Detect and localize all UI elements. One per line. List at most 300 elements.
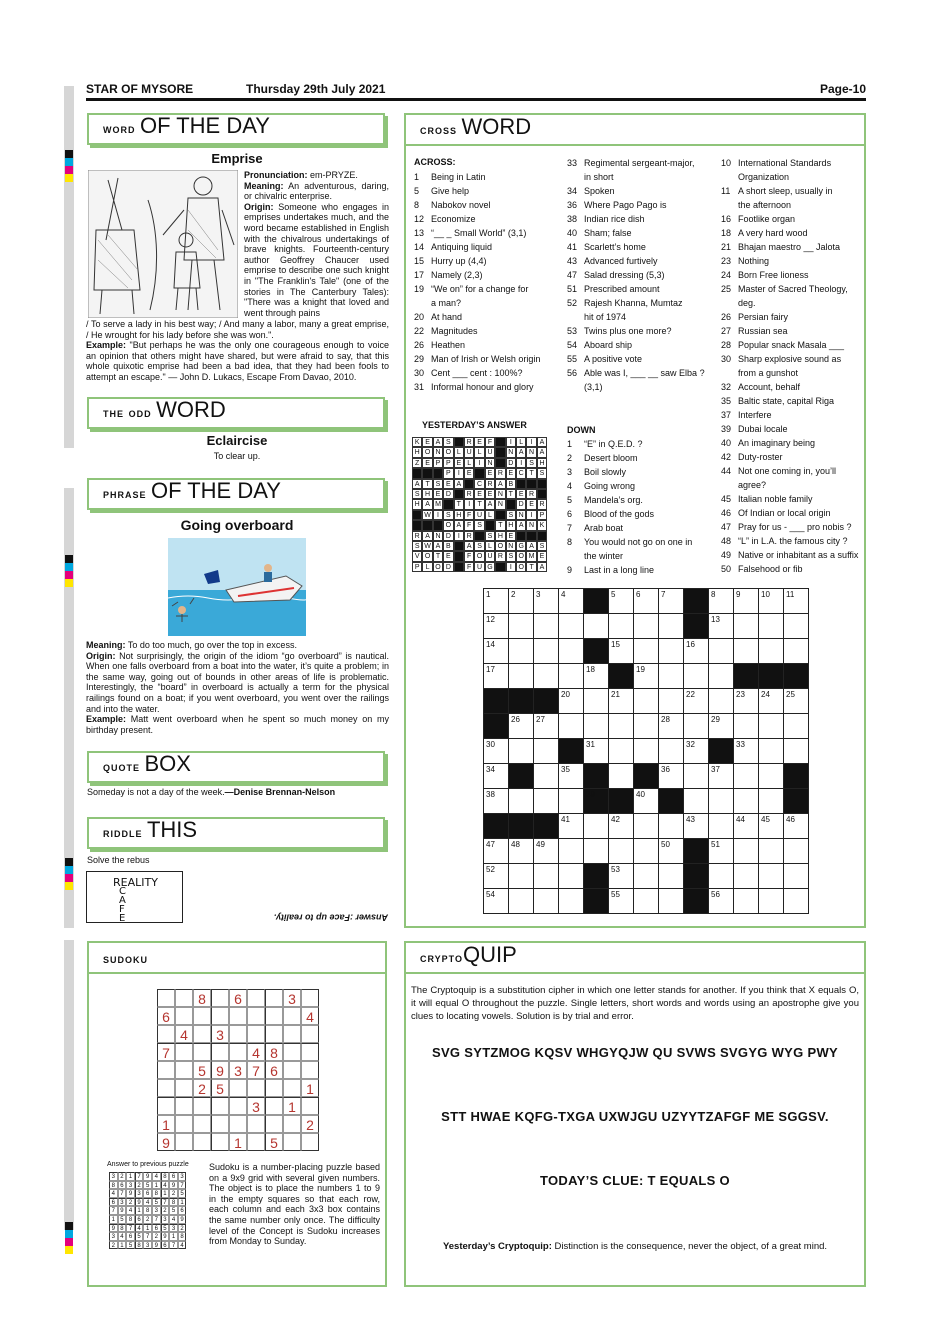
grid-cell[interactable]	[583, 613, 609, 639]
grid-cell[interactable]	[533, 763, 559, 789]
grid-cell[interactable]	[558, 838, 584, 864]
answer-cell: H	[506, 520, 516, 530]
sudoku-cell[interactable]	[211, 1007, 229, 1025]
grid-cell[interactable]	[533, 588, 559, 614]
grid-cell[interactable]	[658, 863, 684, 889]
answer-cell: I	[454, 468, 464, 478]
sudoku-cell[interactable]	[193, 1115, 211, 1133]
grid-cell[interactable]	[508, 713, 534, 739]
sudoku-cell: 1	[126, 1172, 135, 1181]
down-clue: 5 Mandela’s org.	[567, 495, 643, 505]
grid-cell[interactable]	[633, 638, 659, 664]
grid-cell[interactable]	[508, 613, 534, 639]
sudoku-cell: 9	[161, 1232, 170, 1241]
grid-cell[interactable]	[608, 738, 634, 764]
sudoku-cell[interactable]	[265, 1097, 283, 1115]
grid-cell[interactable]	[558, 613, 584, 639]
grid-cell[interactable]	[508, 838, 534, 864]
grid-cell[interactable]	[758, 638, 784, 664]
sudoku-cell[interactable]	[175, 1133, 193, 1151]
grid-cell[interactable]	[658, 738, 684, 764]
color-swatches	[65, 150, 73, 182]
grid-cell[interactable]	[533, 788, 559, 814]
grid-cell[interactable]	[683, 788, 709, 814]
grid-cell[interactable]	[683, 688, 709, 714]
answer-cell: M	[433, 499, 443, 509]
sudoku-cell[interactable]	[301, 1061, 319, 1079]
grid-cell[interactable]	[783, 838, 809, 864]
quote-heading: quote BOX	[87, 751, 385, 783]
sudoku-grid	[157, 989, 319, 1151]
answer-cell: L	[422, 562, 432, 572]
grid-cell[interactable]	[483, 588, 509, 614]
sudoku-cell[interactable]	[211, 1133, 229, 1151]
answer-cell: S	[506, 510, 516, 520]
grid-cell[interactable]	[633, 738, 659, 764]
answer-cell: T	[433, 551, 443, 561]
grid-cell[interactable]	[508, 788, 534, 814]
cell-number: 48	[511, 840, 520, 849]
grid-cell[interactable]	[558, 688, 584, 714]
across-clue: 56 Able was I, ___ __ saw Elba ?	[567, 368, 705, 378]
sudoku-cell[interactable]	[301, 1025, 319, 1043]
sudoku-cell[interactable]	[211, 1097, 229, 1115]
sudoku-cell[interactable]	[229, 1025, 247, 1043]
grid-cell[interactable]	[683, 738, 709, 764]
grid-cell[interactable]	[658, 663, 684, 689]
grid-cell[interactable]	[758, 788, 784, 814]
grid-cell[interactable]	[683, 813, 709, 839]
grid-cell[interactable]	[683, 638, 709, 664]
down-clue: the winter	[584, 551, 624, 561]
grid-cell[interactable]	[608, 763, 634, 789]
odd-word: Eclaircise	[206, 433, 268, 448]
sudoku-cell[interactable]	[247, 989, 265, 1007]
grid-cell[interactable]	[733, 838, 759, 864]
sudoku-cell[interactable]	[229, 1043, 247, 1061]
grid-cell[interactable]	[733, 588, 759, 614]
down-clue: 11 A short sleep, usually in	[721, 186, 833, 196]
sudoku-cell[interactable]	[175, 989, 193, 1007]
cryptoquip-line-2: STT HWAE KQFG-TXGA UXWJGU UZYYTZAFGF ME SGGSV.	[441, 1109, 829, 1124]
grid-cell[interactable]	[558, 663, 584, 689]
sudoku-cell[interactable]	[229, 1079, 247, 1097]
crossword-grid	[483, 588, 808, 913]
grid-cell[interactable]	[758, 888, 784, 914]
grid-cell[interactable]	[608, 613, 634, 639]
grid-cell[interactable]	[533, 738, 559, 764]
grid-cell[interactable]	[758, 688, 784, 714]
grid-cell[interactable]	[758, 613, 784, 639]
down-clue: 23 Nothing	[721, 256, 770, 266]
answer-cell: C	[516, 468, 526, 478]
sudoku-cell[interactable]	[265, 1115, 283, 1133]
grid-cell[interactable]	[533, 613, 559, 639]
cell-number: 13	[711, 615, 720, 624]
cell-number: 22	[686, 690, 695, 699]
down-clue: agree?	[738, 480, 767, 490]
sudoku-cell[interactable]	[265, 989, 283, 1007]
sudoku-cell: 5	[126, 1241, 135, 1250]
sudoku-cell: 4	[161, 1181, 170, 1190]
grid-cell[interactable]	[708, 663, 734, 689]
grid-cell[interactable]	[583, 688, 609, 714]
down-clue: 27 Russian sea	[721, 326, 788, 336]
grid-cell[interactable]	[758, 838, 784, 864]
grid-cell[interactable]	[558, 713, 584, 739]
grid-cell[interactable]	[608, 713, 634, 739]
sudoku-cell[interactable]	[157, 1097, 175, 1115]
answer-cell: R	[537, 499, 547, 509]
answer-cell: I	[506, 437, 516, 447]
grid-cell[interactable]	[658, 613, 684, 639]
grid-cell[interactable]	[558, 763, 584, 789]
answer-cell	[454, 541, 464, 551]
sudoku-cell[interactable]	[301, 1133, 319, 1151]
grid-cell[interactable]	[708, 613, 734, 639]
grid-cell[interactable]	[508, 863, 534, 889]
grid-cell[interactable]	[733, 788, 759, 814]
grid-cell[interactable]	[633, 863, 659, 889]
grid-cell[interactable]	[683, 663, 709, 689]
sudoku-cell[interactable]	[157, 1025, 175, 1043]
grid-cell[interactable]	[533, 638, 559, 664]
phrase-heading: phrase OF THE DAY	[87, 478, 385, 510]
grid-block	[683, 888, 709, 914]
grid-cell[interactable]	[608, 888, 634, 914]
grid-cell[interactable]	[508, 638, 534, 664]
sudoku-cell: 2	[109, 1241, 118, 1250]
word-of-day-heading: word OF THE DAY	[87, 113, 385, 145]
sudoku-cell: 1	[135, 1206, 144, 1215]
grid-cell[interactable]	[583, 713, 609, 739]
sudoku-cell[interactable]	[229, 1115, 247, 1133]
answer-cell: A	[422, 531, 432, 541]
answer-cell: T	[422, 479, 432, 489]
grid-cell[interactable]	[708, 588, 734, 614]
grid-cell[interactable]	[483, 613, 509, 639]
answer-cell: G	[485, 562, 495, 572]
sudoku-cell[interactable]	[211, 1115, 229, 1133]
answer-cell: S	[412, 541, 422, 551]
down-clue: 35 Baltic state, capital Riga	[721, 396, 835, 406]
grid-block	[583, 788, 609, 814]
grid-cell[interactable]	[708, 813, 734, 839]
sudoku-cell[interactable]	[193, 1025, 211, 1043]
grid-cell[interactable]	[758, 863, 784, 889]
sudoku-cell[interactable]	[157, 1061, 175, 1079]
rebus-word: REALITY	[113, 876, 158, 889]
grid-cell[interactable]	[733, 688, 759, 714]
grid-cell[interactable]	[483, 888, 509, 914]
grid-cell[interactable]	[483, 738, 509, 764]
answer-cell	[464, 479, 474, 489]
grid-cell[interactable]	[483, 638, 509, 664]
grid-cell[interactable]	[583, 738, 609, 764]
grid-cell[interactable]	[608, 813, 634, 839]
grid-cell[interactable]	[708, 888, 734, 914]
grid-cell[interactable]	[633, 663, 659, 689]
sudoku-cell[interactable]	[157, 1079, 175, 1097]
grid-cell[interactable]	[733, 763, 759, 789]
sudoku-cell[interactable]	[211, 989, 229, 1007]
grid-cell[interactable]	[508, 888, 534, 914]
across-clue: 29 Man of Irish or Welsh origin	[414, 354, 541, 364]
grid-cell[interactable]	[483, 763, 509, 789]
grid-cell[interactable]	[633, 688, 659, 714]
grid-cell[interactable]	[758, 738, 784, 764]
grid-block	[733, 663, 759, 689]
sudoku-cell: 7	[157, 1043, 175, 1061]
down-clue: 1 “E” in Q.E.D. ?	[567, 439, 643, 449]
sudoku-cell[interactable]	[247, 1115, 265, 1133]
cell-number: 17	[486, 665, 495, 674]
grid-cell[interactable]	[633, 588, 659, 614]
grid-cell[interactable]	[758, 588, 784, 614]
grid-cell[interactable]	[608, 588, 634, 614]
grid-block	[658, 788, 684, 814]
answer-cell: N	[495, 499, 505, 509]
sudoku-cell[interactable]	[283, 1043, 301, 1061]
answer-cell: U	[485, 447, 495, 457]
sudoku-cell[interactable]	[283, 1133, 301, 1151]
sudoku-cell[interactable]	[229, 1097, 247, 1115]
grid-cell[interactable]	[558, 863, 584, 889]
sudoku-cell[interactable]	[265, 1079, 283, 1097]
grid-cell[interactable]	[758, 763, 784, 789]
down-clue: 49 Native or inhabitant as a suffix	[721, 550, 859, 560]
sudoku-cell: 6	[135, 1215, 144, 1224]
sudoku-cell[interactable]	[283, 1025, 301, 1043]
sudoku-cell[interactable]	[301, 989, 319, 1007]
grid-cell[interactable]	[483, 788, 509, 814]
grid-cell[interactable]	[658, 888, 684, 914]
sudoku-cell[interactable]	[301, 1043, 319, 1061]
grid-cell[interactable]	[708, 863, 734, 889]
grid-cell[interactable]	[633, 788, 659, 814]
sudoku-cell: 8	[193, 989, 211, 1007]
grid-cell[interactable]	[783, 713, 809, 739]
grid-cell[interactable]	[558, 813, 584, 839]
grid-cell[interactable]	[783, 613, 809, 639]
grid-cell[interactable]	[733, 738, 759, 764]
grid-cell[interactable]	[708, 763, 734, 789]
grid-cell[interactable]	[733, 888, 759, 914]
sudoku-cell[interactable]	[265, 1025, 283, 1043]
grid-block	[633, 763, 659, 789]
origin-text: Someone who engages in emprises undertakes much, and the word became established in English with the chivalrous undertakings of brave knights. Fourteenth-century author Geoffrey Chaucer used emprise to describe one such knight in "The Franklin's Tale" (one of the stories in The Canterbury Tales): "There was a knight that loved and went through pains	[244, 201, 389, 318]
sudoku-cell[interactable]	[193, 1043, 211, 1061]
across-clue: 19 “We on” for a change for	[414, 284, 529, 294]
sudoku-cell[interactable]	[265, 1007, 283, 1025]
grid-cell[interactable]	[708, 838, 734, 864]
sudoku-cell[interactable]	[211, 1043, 229, 1061]
answer-cell	[422, 468, 432, 478]
grid-cell[interactable]	[783, 588, 809, 614]
sudoku-cell[interactable]	[247, 1133, 265, 1151]
sudoku-cell: 2	[126, 1198, 135, 1207]
grid-cell[interactable]	[758, 713, 784, 739]
answer-cell	[454, 437, 464, 447]
answer-cell: A	[433, 437, 443, 447]
grid-cell[interactable]	[633, 888, 659, 914]
sudoku-cell: 8	[126, 1215, 135, 1224]
grid-block	[583, 888, 609, 914]
grid-cell[interactable]	[783, 813, 809, 839]
grid-cell[interactable]	[658, 838, 684, 864]
grid-cell[interactable]	[733, 813, 759, 839]
grid-cell[interactable]	[608, 638, 634, 664]
grid-cell[interactable]	[633, 713, 659, 739]
answer-cell: N	[506, 447, 516, 457]
cell-number: 29	[711, 715, 720, 724]
grid-cell[interactable]	[783, 738, 809, 764]
grid-cell[interactable]	[733, 613, 759, 639]
grid-cell[interactable]	[558, 888, 584, 914]
grid-cell[interactable]	[708, 638, 734, 664]
sudoku-cell[interactable]	[193, 1133, 211, 1151]
across-clue: 13 “__ _ Small World” (3,1)	[414, 228, 527, 238]
grid-cell[interactable]	[608, 838, 634, 864]
grid-cell[interactable]	[658, 763, 684, 789]
answer-cell	[495, 458, 505, 468]
answer-cell: T	[526, 562, 536, 572]
answer-cell	[516, 479, 526, 489]
across-clue: 40 Sham; false	[567, 228, 632, 238]
sudoku-cell: 9	[178, 1215, 187, 1224]
grid-cell[interactable]	[633, 613, 659, 639]
sudoku-cell[interactable]	[301, 1097, 319, 1115]
margin-bar	[64, 86, 74, 448]
grid-cell[interactable]	[783, 638, 809, 664]
sudoku-cell[interactable]	[157, 989, 175, 1007]
grid-cell[interactable]	[683, 713, 709, 739]
grid-cell[interactable]	[633, 838, 659, 864]
grid-cell[interactable]	[683, 763, 709, 789]
grid-cell[interactable]	[608, 688, 634, 714]
grid-cell[interactable]	[783, 688, 809, 714]
sudoku-cell: 7	[247, 1061, 265, 1079]
grid-cell[interactable]	[658, 713, 684, 739]
grid-cell[interactable]	[508, 738, 534, 764]
sudoku-cell: 5	[178, 1189, 187, 1198]
answer-cell	[537, 479, 547, 489]
cryptoquip-clue: TODAY’S CLUE: T EQUALS O	[540, 1173, 730, 1188]
sudoku-cell: 5	[143, 1181, 152, 1190]
sudoku-cell[interactable]	[283, 1115, 301, 1133]
answer-cell: K	[537, 520, 547, 530]
grid-cell[interactable]	[558, 788, 584, 814]
grid-cell[interactable]	[583, 813, 609, 839]
sudoku-cell: 5	[118, 1215, 127, 1224]
sudoku-cell: 3	[178, 1172, 187, 1181]
answer-cell: R	[526, 489, 536, 499]
answer-cell: I	[526, 510, 536, 520]
grid-cell[interactable]	[583, 663, 609, 689]
sudoku-cell[interactable]	[175, 1079, 193, 1097]
sudoku-cell[interactable]	[283, 1007, 301, 1025]
sudoku-cell[interactable]	[175, 1097, 193, 1115]
sudoku-cell: 9	[126, 1189, 135, 1198]
down-clue: 50 Falsehood or fib	[721, 564, 803, 574]
across-clue: 15 Hurry up (4,4)	[414, 256, 487, 266]
grid-cell[interactable]	[483, 863, 509, 889]
grid-cell[interactable]	[533, 663, 559, 689]
sudoku-cell: 3	[135, 1189, 144, 1198]
grid-cell[interactable]	[733, 713, 759, 739]
sudoku-cell[interactable]	[175, 1043, 193, 1061]
grid-cell[interactable]	[608, 863, 634, 889]
grid-cell[interactable]	[583, 838, 609, 864]
sudoku-cell[interactable]	[229, 1007, 247, 1025]
down-clue: 7 Arab boat	[567, 523, 624, 533]
answer-cell: O	[422, 551, 432, 561]
grid-cell[interactable]	[658, 588, 684, 614]
cell-number: 55	[611, 890, 620, 899]
grid-cell[interactable]	[708, 688, 734, 714]
answer-cell: E	[422, 458, 432, 468]
grid-cell[interactable]	[658, 688, 684, 714]
sudoku-answer-label: Answer to previous puzzle	[107, 1161, 189, 1168]
cell-number: 25	[786, 690, 795, 699]
down-clue: 30 Sharp explosive sound as	[721, 354, 842, 364]
grid-cell[interactable]	[783, 888, 809, 914]
grid-cell[interactable]	[633, 813, 659, 839]
grid-cell[interactable]	[533, 838, 559, 864]
grid-cell[interactable]	[708, 788, 734, 814]
sudoku-cell: 9	[211, 1061, 229, 1079]
rebus-letter: E	[119, 913, 126, 924]
answer-cell: K	[412, 437, 422, 447]
grid-cell[interactable]	[558, 638, 584, 664]
cell-number: 56	[711, 890, 720, 899]
answer-cell: I	[506, 562, 516, 572]
grid-cell[interactable]	[483, 838, 509, 864]
grid-cell[interactable]	[533, 863, 559, 889]
grid-cell[interactable]	[508, 663, 534, 689]
grid-cell[interactable]	[783, 863, 809, 889]
across-label: ACROSS:	[414, 157, 456, 167]
answer-cell	[474, 468, 484, 478]
sudoku-cell[interactable]	[193, 1007, 211, 1025]
sudoku-cell[interactable]	[247, 1079, 265, 1097]
grid-cell[interactable]	[758, 813, 784, 839]
grid-cell[interactable]	[508, 588, 534, 614]
sudoku-cell[interactable]	[247, 1007, 265, 1025]
grid-cell[interactable]	[733, 863, 759, 889]
grid-cell[interactable]	[733, 638, 759, 664]
sudoku-cell[interactable]	[283, 1079, 301, 1097]
sudoku-cell: 5	[211, 1079, 229, 1097]
grid-cell[interactable]	[533, 888, 559, 914]
sudoku-cell[interactable]	[175, 1007, 193, 1025]
sudoku-cell[interactable]	[283, 1061, 301, 1079]
grid-cell[interactable]	[483, 663, 509, 689]
grid-cell[interactable]	[658, 813, 684, 839]
grid-cell[interactable]	[658, 638, 684, 664]
grid-cell[interactable]	[708, 713, 734, 739]
sudoku-cell[interactable]	[175, 1115, 193, 1133]
sudoku-cell[interactable]	[175, 1061, 193, 1079]
grid-cell[interactable]	[558, 588, 584, 614]
answer-cell: A	[537, 562, 547, 572]
grid-cell[interactable]	[533, 713, 559, 739]
answer-cell: E	[526, 499, 536, 509]
sudoku-cell[interactable]	[247, 1025, 265, 1043]
sudoku-cell[interactable]	[193, 1097, 211, 1115]
sudoku-cell: 1	[301, 1079, 319, 1097]
down-clue: 24 Born Free lioness	[721, 270, 809, 280]
